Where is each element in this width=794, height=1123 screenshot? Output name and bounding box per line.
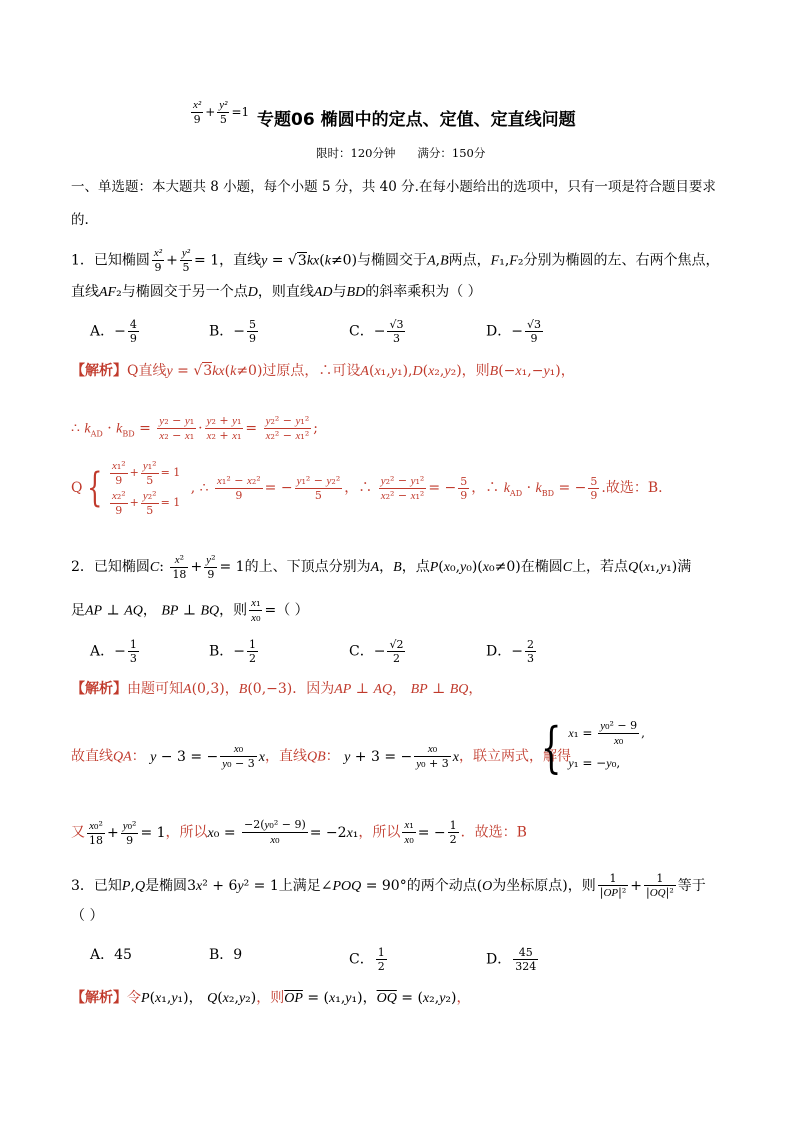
question-2-solution-system: { x₁ = $\frac{\text{y₀² − 9}}{\text{x₀}}$ , y₁ = −y₀,: [540, 716, 645, 779]
option-d[interactable]: D．− $\frac{2}{3}$: [486, 638, 534, 665]
option-c[interactable]: C． $\frac{1}{2}$: [349, 946, 385, 973]
option-c[interactable]: C．− $\frac{√3}{3}$: [349, 318, 404, 345]
option-b[interactable]: B．− $\frac{5}{9}$: [209, 318, 257, 345]
option-a[interactable]: A．45: [90, 947, 132, 963]
option-b[interactable]: B．9: [209, 947, 243, 963]
question-1-analysis: 【解析】Q直线y = √3kx(k≠0)过原点，∴可设A(x₁,y₁),D(x₂,y₂)，则B(−x₁,−y₁)，: [71, 363, 575, 379]
section-instructions: 一、单选题：本大题共 8 小题，每个小题 5 分，共 40 分.在每小题给出的选项中，只有一项是符合题目要求: [71, 179, 716, 195]
option-b[interactable]: B．− $\frac{1}{2}$: [209, 638, 257, 665]
option-a[interactable]: A．− $\frac{1}{3}$: [90, 638, 137, 665]
question-1-stem-cont: 直线AF₂与椭圆交于另一个点D，则直线AD与BD的斜率乘积为（ ）: [71, 284, 482, 300]
page-subtitle: 限时：120分钟 满分：150分: [316, 146, 486, 160]
question-3-stem: 3．已知P,Q是椭圆3x² + 6y² = 1上满足∠POQ = 90°的两个动点(O为坐标原点)，则 $\frac{1}{\text{|OP|²}}$ + $\frac{1}{\text{|OQ|²}}$ 等于: [71, 872, 706, 899]
question-3-stem-cont: （ ）: [71, 908, 104, 924]
page-title: 专题06 椭圆中的定点、定值、定直线问题: [257, 110, 576, 130]
question-1-analysis-3: Q { $\frac{\text{x₁²}}{9}$ + $\frac{\text{y₁²}}{5}$ = 1 $\frac{\text{x₂²}}{9}$ + $\frac{\text{y₂²}}{5}$ = 1 , ∴ $\frac{\text{x₁² − x₂²}}{9}$ = − $\frac{\text{y₁² − y₂²}}{5}$ ，∴ $\frac{\text{y₂² − y₁²}}{\text{x₂² − x₁²}}$ = − $\frac{5}{9}$ ，∴ $k_{AD} \cdot k_{BD}$ = − $\frac{5}{9}$ .故选：B.: [71, 459, 663, 517]
option-c[interactable]: C．− $\frac{√2}{2}$: [349, 638, 404, 665]
option-a[interactable]: A．− $\frac{4}{9}$: [90, 318, 137, 345]
question-1-stem: 1．已知椭圆 $\frac{\text{x²}}{9}$ + $\frac{\text{y²}}{5}$ = 1，直线y = √3kx(k≠0)与椭圆交于A,B两点，F₁,F₂分别为椭圆的左、右两个焦点，: [71, 247, 720, 274]
question-2-stem-cont: 足AP ⊥ AQ， BP ⊥ BQ，则 $\frac{\text{x₁}}{\text{x₀}}$ =（ ）: [71, 596, 309, 624]
section-instructions-cont: 的.: [71, 212, 89, 228]
question-1-analysis-2: ∴ $k_{AD} \cdot k_{BD}$ = $\frac{\text{y₂ − y₁}}{\text{x₂ − x₁}}$ · $\frac{\text{y₂ + y₁}}{\text{x₂ + x₁}}$ = $\frac{\text{y₂² − y₁²}}{\text{x₂² − x₁²}}$ ;: [71, 414, 318, 442]
question-2-analysis-2: 故直线QA： y − 3 = − $\frac{\text{x₀}}{\text{y₀ − 3}}$ x，直线QB： y + 3 = − $\frac{\text{x₀}}{\text{y₀ + 3}}$ x，联立两式，解得: [71, 742, 571, 770]
question-3-analysis: 【解析】令P(x₁,y₁)， Q(x₂,y₂)，则$\overline{OP} = (x_1,y_1)$，$\overline{OQ} = (x_2,y_2)$，: [71, 990, 471, 1006]
question-2-analysis-3: 又 $\frac{\text{x₀²}}{18}$ + $\frac{\text{y₀²}}{9}$ = 1，所以x₀ = $\frac{\text{−2(y₀² − 9)}}{\text{x₀}}$ = −2x₁，所以 $\frac{\text{x₁}}{\text{x₀}}$ = − $\frac{1}{2}$ ．故选：B: [71, 818, 527, 847]
option-d[interactable]: D．− $\frac{√3}{9}$: [486, 318, 541, 345]
question-2-analysis: 【解析】由题可知A(0,3)，B(0,−3)．因为AP ⊥ AQ， BP ⊥ BQ，: [71, 681, 483, 697]
title-equation: $\frac{\text{x²}}{9}$ + $\frac{\text{y²}}{5}$ =1: [193, 99, 250, 126]
question-2-stem: 2．已知椭圆C: $\frac{\text{x²}}{18}$ + $\frac{\text{y²}}{9}$ = 1的上、下顶点分别为A，B，点P(x₀,y₀)(x₀≠0)在椭圆C上，若点Q(x₁,y₁)满: [71, 553, 692, 581]
option-d[interactable]: D． $\frac{45}{324}$: [486, 946, 537, 973]
